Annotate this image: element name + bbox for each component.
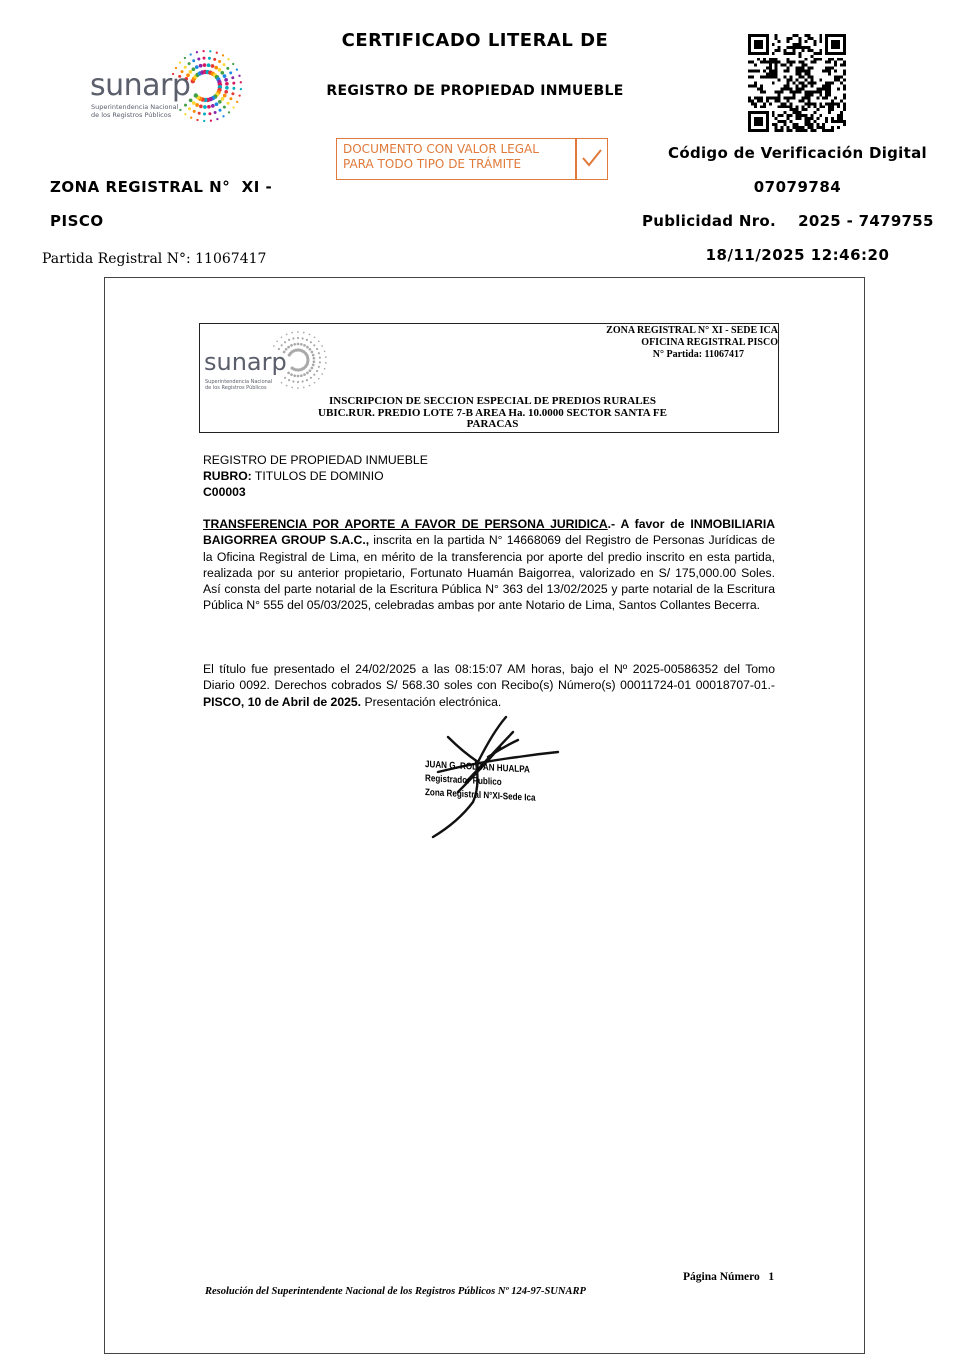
issue-datetime: 18/11/2025 12:46:20: [705, 246, 890, 264]
inner-logo-word: sunarp: [204, 348, 287, 376]
zona-city: PISCO: [50, 212, 104, 230]
presentation-paragraph: El título fue presentado el 24/02/2025 a las 08:15:07 AM horas, bajo el Nº 2025-00586352 del Tomo Diario 0092. Derechos cobrados S/ 568.30 soles con Recibo(s) Número(s) 00011724-01 00018707-01.- PISCO, 10 de Abril de 2025. Presentación electrónica.: [203, 662, 775, 709]
rubro-line: RUBRO: TITULOS DE DOMINIO: [203, 469, 384, 483]
certificate-subtitle: REGISTRO DE PROPIEDAD INMUEBLE: [326, 83, 624, 99]
office-info: ZONA REGISTRAL N° XI - SEDE ICA OFICINA REGISTRAL PISCO N° Partida: 11067417: [606, 325, 778, 360]
publicidad-label: Publicidad Nro.: [642, 212, 776, 230]
partida-registral: Partida Registral N°: 11067417: [42, 251, 267, 267]
signatory-stamp: JUAN G. ROLDAN HUALPA Registrador Publico Zona Registral N°XI-Sede Ica: [425, 759, 536, 804]
inscription-title: INSCRIPCION DE SECCION ESPECIAL DE PREDIOS RURALES UBIC.RUR. PREDIO LOTE 7-B AREA Ha. 10.0000 SECTOR SANTA FE PARACAS: [318, 395, 667, 430]
page-number: Página Número 1: [683, 1271, 775, 1283]
certificate-title: CERTIFICADO LITERAL DE: [341, 30, 609, 51]
transfer-paragraph: TRANSFERENCIA POR APORTE A FAVOR DE PERSONA JURIDICA.- A favor de INMOBILIARIA BAIGORREA GROUP S.A.C., inscrita en la partida N° 14668069 del Registro de Personas Jurídicas de la Oficina Registral de Lima, en mérito de la transferencia por aporte del predio inscrito en esta partida, realizada por su anterior propietario, Fortunato Huamán Baigorrea, valorizado en S/ 175,000.00 Soles. Así consta del parte notarial de la Escritura Pública N° 363 del 13/02/2025 y parte notarial de la Escritura Pública N° 555 del 05/03/2025, celebradas ambas por ante Notario de Lima, Santos Collantes Becerra.: [203, 517, 776, 613]
publicidad-row: [642, 212, 934, 230]
qr-code-icon: [748, 34, 846, 132]
inner-logo-subtitle: Superintendencia Nacional de los Registros Públicos: [205, 379, 273, 391]
asiento-number: C00003: [203, 485, 246, 499]
checkmark-icon: [580, 146, 604, 170]
resolution-footer: Resolución del Superintendente Nacional de los Registros Públicos Nº 124-97-SUNARP: [205, 1286, 586, 1297]
verification-label: Código de Verificación Digital: [668, 144, 927, 162]
legal-badge-divider: [575, 138, 577, 180]
sunarp-logo-word: sunarp: [90, 68, 191, 103]
sunarp-logo-subtitle: Superintendencia Nacional de los Registros Públicos: [91, 103, 179, 119]
registro-line: REGISTRO DE PROPIEDAD INMUEBLE: [203, 453, 428, 467]
verification-code: 07079784: [753, 178, 842, 196]
publicidad-number: 2025 - 7479755: [798, 212, 934, 230]
legal-badge-text: DOCUMENTO CON VALOR LEGAL PARA TODO TIPO DE TRÁMITE: [343, 142, 539, 171]
zona-registral: ZONA REGISTRAL N° XI -: [50, 178, 273, 196]
